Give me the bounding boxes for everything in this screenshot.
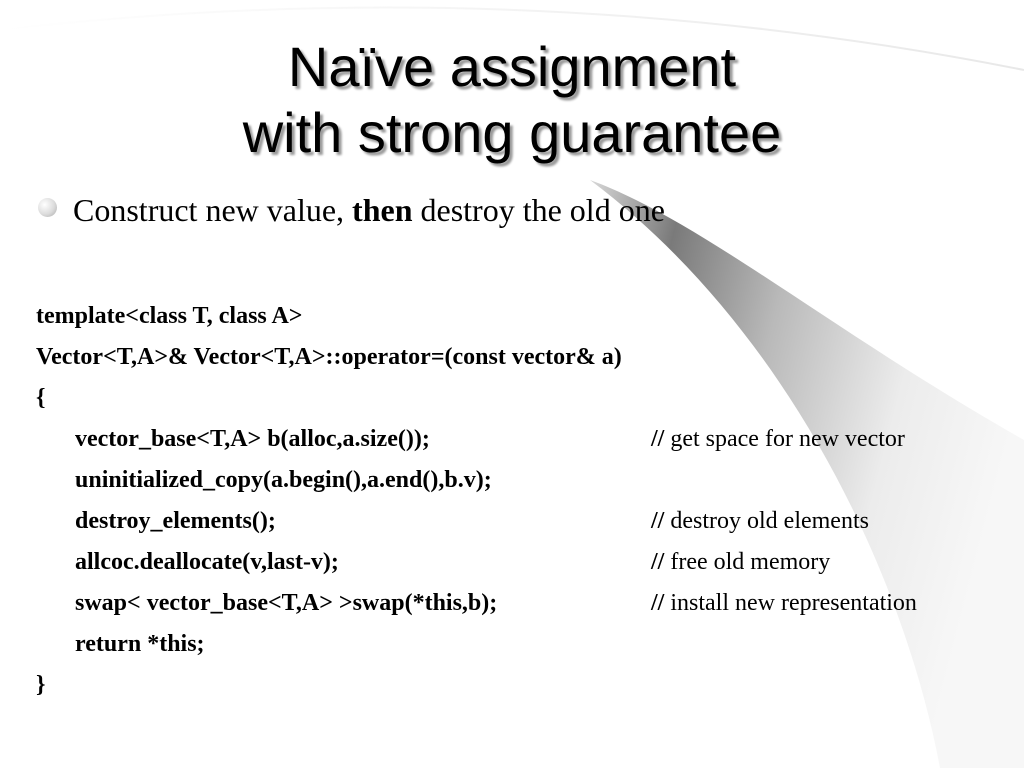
bullet-text-start: Construct new value, — [73, 192, 353, 228]
bullet-text-end: destroy the old one — [412, 192, 665, 228]
code-comment — [651, 542, 830, 583]
slide-title — [0, 34, 1024, 166]
comment-text: destroy old elements — [664, 508, 869, 534]
comment-marker: // — [651, 426, 665, 452]
open-brace: { — [36, 385, 46, 411]
function-signature: Vector<T,A>& Vector<T,A>::operator=(const vector& a) — [36, 344, 622, 370]
code-statement: destroy_elements(); — [75, 508, 276, 534]
bullet-point — [38, 190, 665, 230]
comment-text: free old memory — [664, 549, 831, 575]
close-brace: } — [36, 672, 46, 698]
code-comment — [651, 419, 905, 460]
code-statement: return *this; — [75, 631, 205, 657]
title-line-1: Naïve assignment — [287, 35, 737, 98]
comment-marker: // — [651, 508, 665, 534]
comment-marker: // — [651, 549, 665, 575]
title-line-2: with strong guarantee — [242, 101, 782, 164]
comment-text: get space for new vector — [664, 426, 905, 452]
code-statement: swap< vector_base<T,A> >swap(*this,b); — [75, 590, 498, 616]
code-comment — [651, 583, 917, 624]
code-statement: vector_base<T,A> b(alloc,a.size()); — [75, 426, 430, 452]
code-statement: allcoc.deallocate(v,last-v); — [75, 549, 339, 575]
bullet-emphasis: then — [352, 192, 413, 228]
bullet-icon — [38, 198, 57, 217]
code-statement: uninitialized_copy(a.begin(),a.end(),b.v); — [75, 467, 492, 493]
comment-marker: // — [651, 590, 665, 616]
template-declaration: template<class T, class A> — [36, 303, 303, 329]
code-comment — [651, 501, 869, 542]
comment-text: install new representation — [664, 590, 917, 616]
